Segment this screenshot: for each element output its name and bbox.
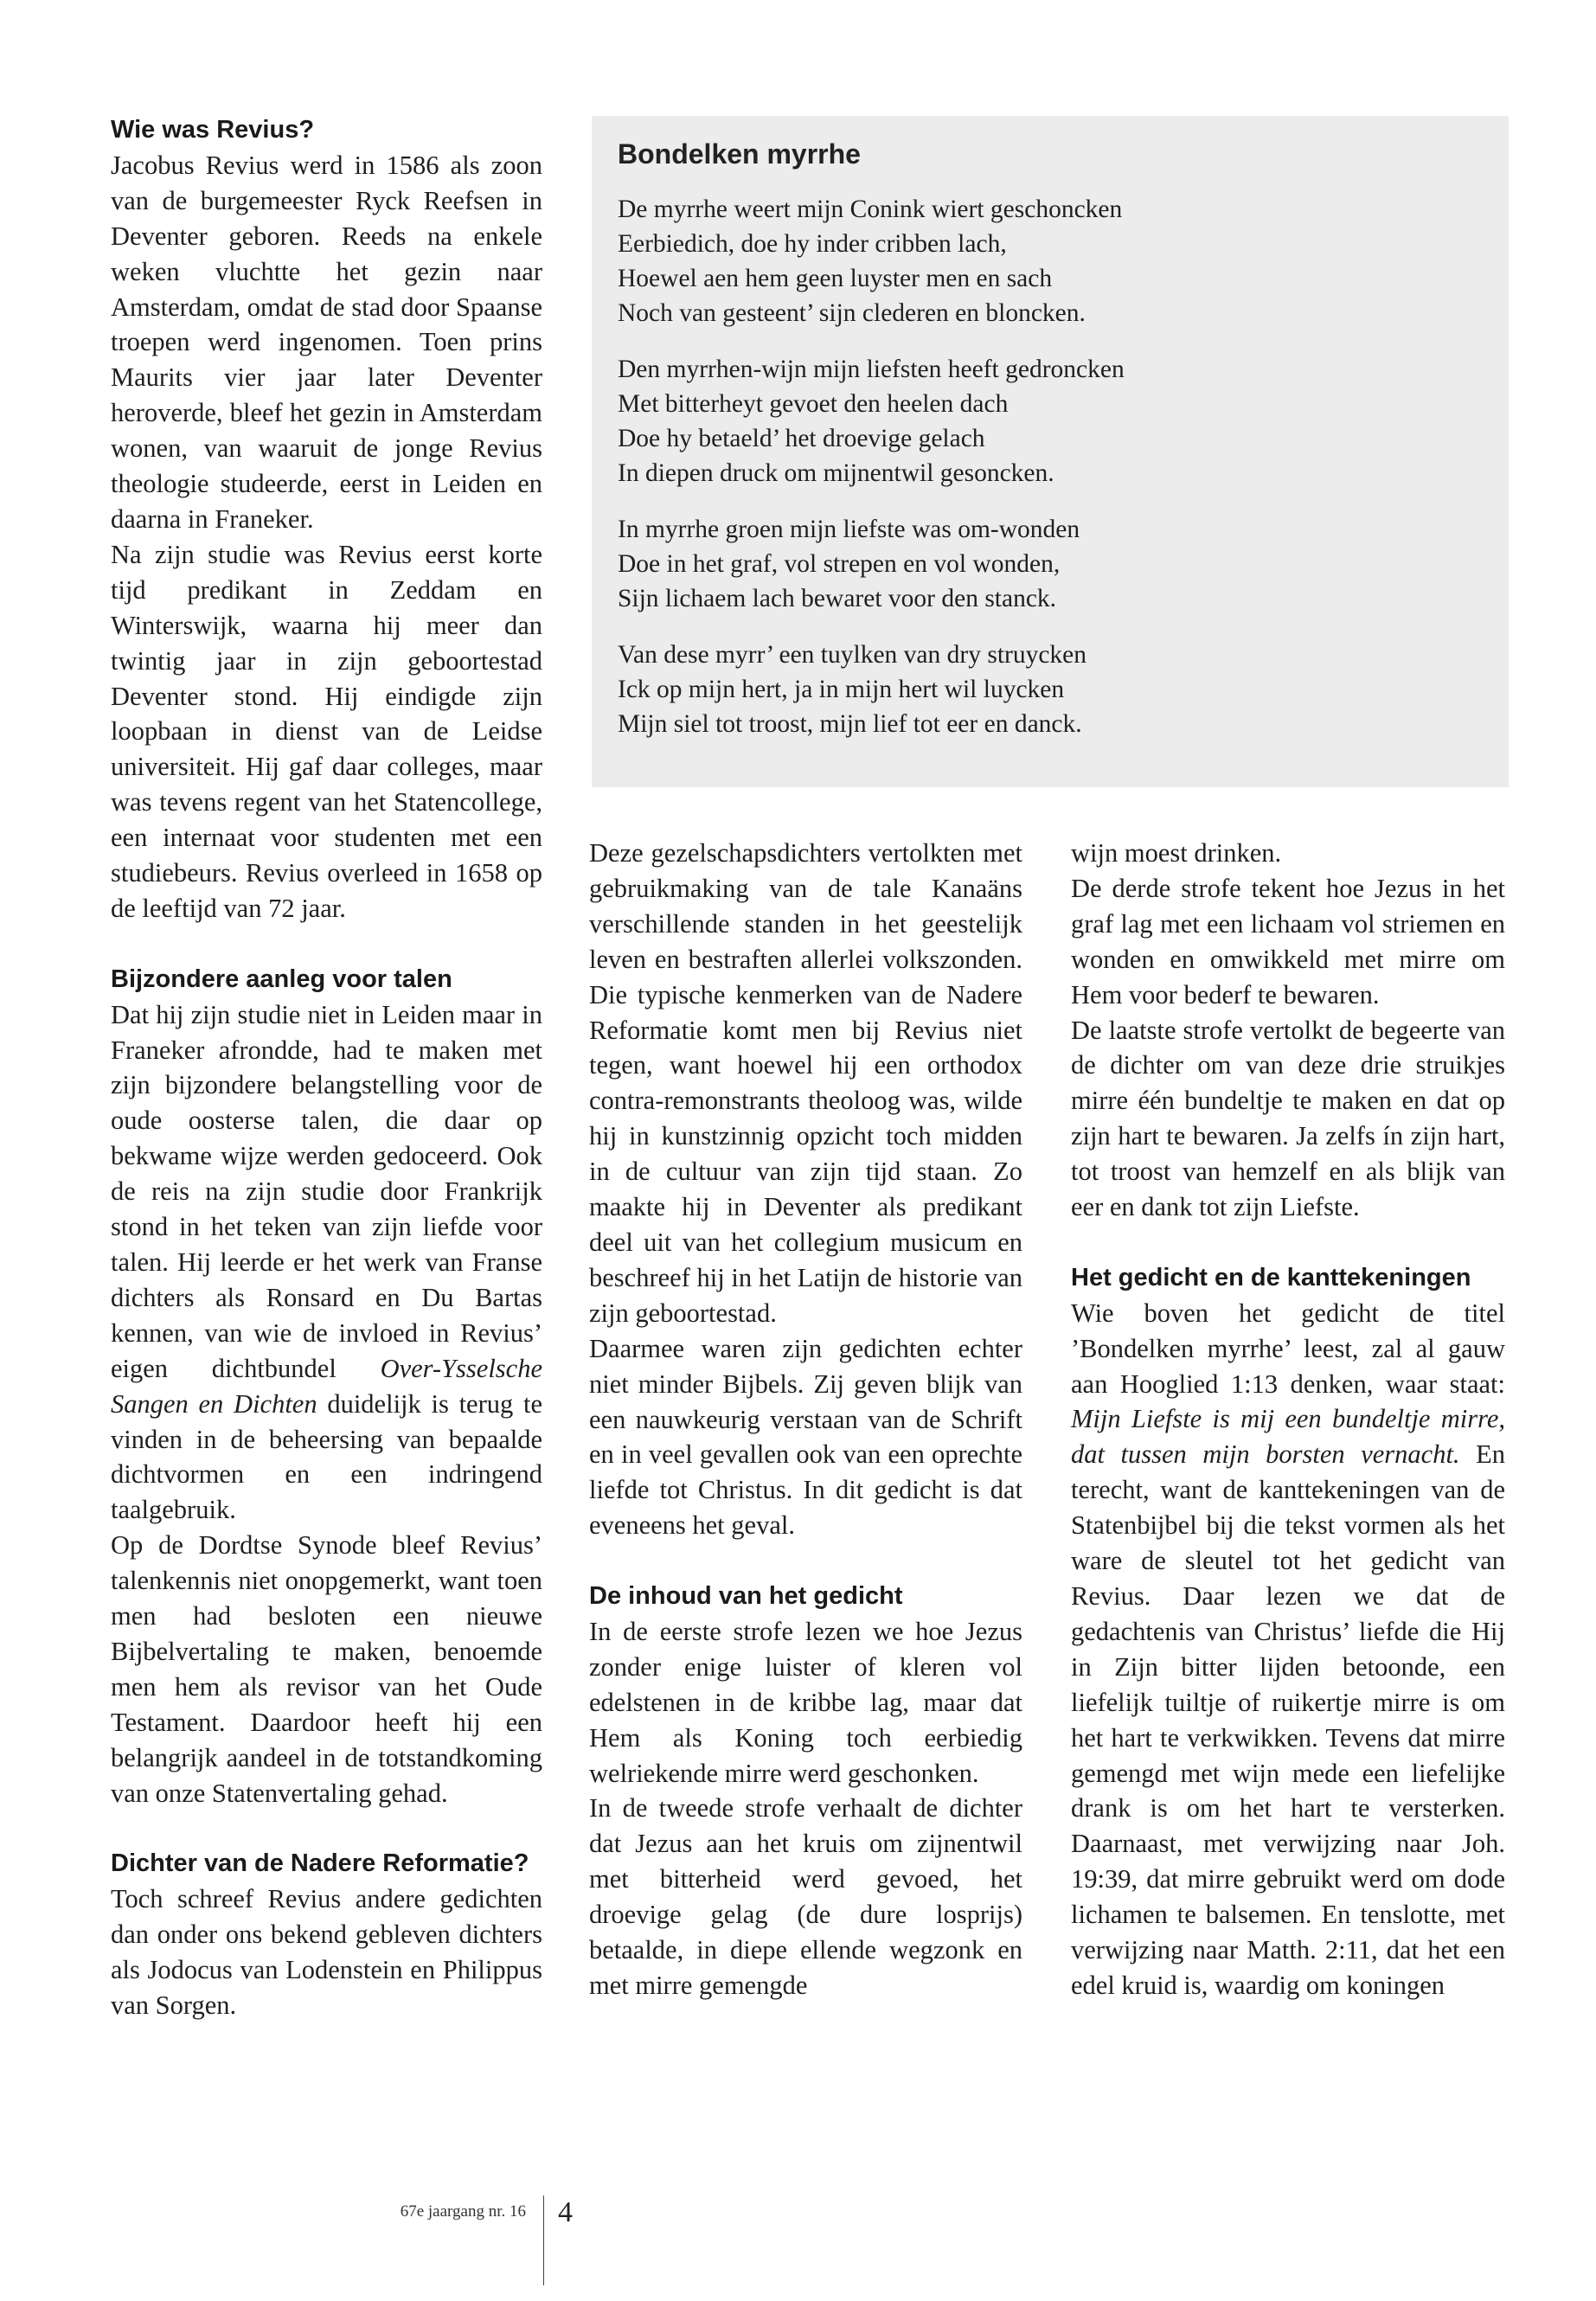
paragraph: Deze gezelschapsdichters vertolkten met gebruikmaking van de tale Kanaäns verschillende standen in het geestelijk leven en bestraften allerlei volkszonden. Die typische kenmerken van de Nadere Reformatie komt men bij Revius niet tegen, want hoewel hij een orthodox contra-remonstrants theoloog was, wilde hij in kunstzinnig opzicht toch midden in de cultuur van zijn tijd staan. Zo maakte hij in Deventer als predikant deel uit van het collegium musicum en beschreef hij in het Latijn de historie van zijn geboortestad. <box>589 838 1022 1328</box>
footer-divider <box>543 2195 544 2285</box>
poem-stanza <box>618 352 1483 490</box>
paragraph: In de tweede strofe verhaalt de dichter dat Jezus aan het kruis om zijnentwil met bitterheid werd gevoed, het droevige gelag (de dure losprijs) betaalde, in diepe ellende wegzonk en met mirre gemengde <box>589 1793 1022 2000</box>
paragraph: Dat hij zijn studie niet in Leiden maar in Franeker afrondde, had te maken met zijn bijzondere belangstelling voor de oude oosterse talen, die daar op bekwame wijze werden gedoceerd. Ook de reis na zijn studie door Frankrijk stond in het teken van zijn liefde voor talen. Hij leerde er het werk van Franse dichters als Ronsard en Du Bartas kennen, van wie de invloed in Revius’ eigen dichtbundel Over-Ysselsche Sangen en Dichten duidelijk is terug te vinden in de beheersing van bepaalde dichtvormen en een indringend taalgebruik. <box>111 999 542 1525</box>
paragraph: Toch schreef Revius andere gedichten dan onder ons bekend gebleven dichters als Jodocus van Lodenstein en Philippus van Sorgen. <box>111 1884 542 2020</box>
poem-line: In diepen druck om mijnentwil gesoncken. <box>618 459 1054 487</box>
poem-stanza <box>618 638 1483 741</box>
poem-line: Hoewel aen hem geen luyster men en sach <box>618 265 1053 292</box>
poem-line: Doe in het graf, vol strepen en vol wonden, <box>618 550 1061 578</box>
bible-quote: Mijn Liefste is mij een bundeltje mirre, dat tussen mijn borsten vernacht. <box>1071 1404 1505 1470</box>
poem-line: In myrrhe groen mijn liefste was om-wonden <box>618 516 1080 543</box>
paragraph: Na zijn studie was Revius eerst korte tijd predikant in Zeddam en Winterswijk, waarna hij meer dan twintig jaar in zijn geboortestad Deventer stond. Hij eindigde zijn loopbaan in dienst van de Leidse universiteit. Hij gaf daar colleges, maar was tevens regent van het Statencollege, een internaat voor studenten met een studiebeurs. Revius overleed in 1658 op de leeftijd van 72 jaar. <box>111 539 542 923</box>
poem-stanza <box>618 192 1483 330</box>
book-title: Over-Ysselsche Sangen en Dichten <box>111 1353 542 1419</box>
poem-line: De myrrhe weert mijn Conink wiert geschoncken <box>618 195 1123 223</box>
poem-line: Sijn lichaem lach bewaret voor den stanck. <box>618 585 1057 612</box>
paragraph: In de eerste strofe lezen we hoe Jezus zonder enige luister of kleren vol edelstenen in de kribbe lag, maar dat Hem als Koning toch eerbiedig welriekende mirre werd geschonken. <box>589 1616 1022 1788</box>
poem-line: Doe hy betaeld’ het droevige gelach <box>618 425 985 452</box>
left-column <box>111 112 542 2023</box>
poem-line: Mijn siel tot troost, mijn lief tot eer en danck. <box>618 710 1082 738</box>
issue-label: 67e jaargang nr. 16 <box>400 2202 526 2221</box>
section-heading-aanleg-talen: Bijzondere aanleg voor talen <box>111 965 452 993</box>
section-heading-nadere-reformatie: Dichter van de Nadere Reformatie? <box>111 1849 529 1878</box>
poem-line: Van dese myrr’ een tuylken van dry struycken <box>618 641 1087 669</box>
paragraph: Daarmee waren zijn gedichten echter niet minder Bijbels. Zij geven blijk van een nauwkeurig verstaan van de Schrift en in veel gevallen ook van een oprechte liefde tot Christus. In dit gedicht is dat eveneens het geval. <box>589 1333 1022 1541</box>
poem-stanza <box>618 512 1483 616</box>
right-column <box>1071 836 1505 2003</box>
poem-line: Met bitterheyt gevoet den heelen dach <box>618 390 1009 418</box>
poem-line: Noch van gesteent’ sijn clederen en bloncken. <box>618 299 1086 327</box>
paragraph: wijn moest drinken. <box>1071 838 1282 868</box>
poem-box <box>592 116 1509 787</box>
poem-title: Bondelken myrrhe <box>618 138 861 170</box>
section-heading-kanttekeningen: Het gedicht en de kanttekeningen <box>1071 1263 1471 1292</box>
poem-line: Eerbiedich, doe hy inder cribben lach, <box>618 230 1007 258</box>
poem-line: Den myrrhen-wijn mijn liefsten heeft gedroncken <box>618 356 1125 383</box>
section-heading-wie-was-revius: Wie was Revius? <box>111 116 315 144</box>
paragraph: De laatste strofe vertolkt de begeerte van de dichter om van deze drie struikjes mirre één bundeltje te maken en dat op zijn hart te bewaren. Ja zelfs ín zijn hart, tot troost van hemzelf en als blijk van eer en dank tot zijn Liefste. <box>1071 1015 1505 1222</box>
paragraph: Jacobus Revius werd in 1586 als zoon van de burgemeester Ryck Reefsen in Deventer geboren. Reeds na enkele weken vluchtte het gezin naar Amsterdam, omdat de stad door Spaanse troepen werd ingenomen. Toen prins Maurits vier jaar later Deventer heroverde, bleef het gezin in Amsterdam wonen, van waaruit de jonge Revius theologie studeerde, eerst in Leiden en daarna in Franeker. <box>111 150 542 534</box>
paragraph: De derde strofe tekent hoe Jezus in het graf lag met een lichaam vol striemen en wonden en omwikkeld met mirre om Hem voor bederf te bewaren. <box>1071 873 1505 1009</box>
paragraph: Op de Dordtse Synode bleef Revius’ talenkennis niet onopgemerkt, want toen men had besloten een nieuwe Bijbelvertaling te maken, benoemde men hem als revisor van het Oude Testament. Daardoor heeft hij een belangrijk aandeel in de totstandkoming van onze Statenvertaling gehad. <box>111 1530 542 1808</box>
middle-column <box>589 836 1022 2003</box>
page-number: 4 <box>558 2196 573 2228</box>
paragraph: Wie boven het gedicht de titel ’Bondelken myrrhe’ leest, zal al gauw aan Hooglied 1:13 denken, waar staat: Mijn Liefste is mij een bundeltje mirre, dat tussen mijn borsten vernacht. En terecht, want de kanttekeningen van de Statenbijbel bij die tekst vormen als het ware de sleutel tot het gedicht van Revius. Daar lezen we dat de gedachtenis van Christus’ liefde die Hij in Zijn bitter lijden betoonde, een liefelijk tuiltje of ruikertje mirre is om het hart te verkwikken. Tevens dat mirre gemengd met wijn mede een liefelijke drank is om het hart te versterken. Daarnaast, met verwijzing naar Joh. 19:39, dat mirre gebruikt werd om dode lichamen te balsemen. En tenslotte, met verwijzing naar Matth. 2:11, dat het een edel kruid is, waardig om koningen <box>1071 1298 1505 2000</box>
poem-line: Ick op mijn hert, ja in mijn hert wil luycken <box>618 676 1065 703</box>
section-heading-inhoud: De inhoud van het gedicht <box>589 1582 903 1611</box>
